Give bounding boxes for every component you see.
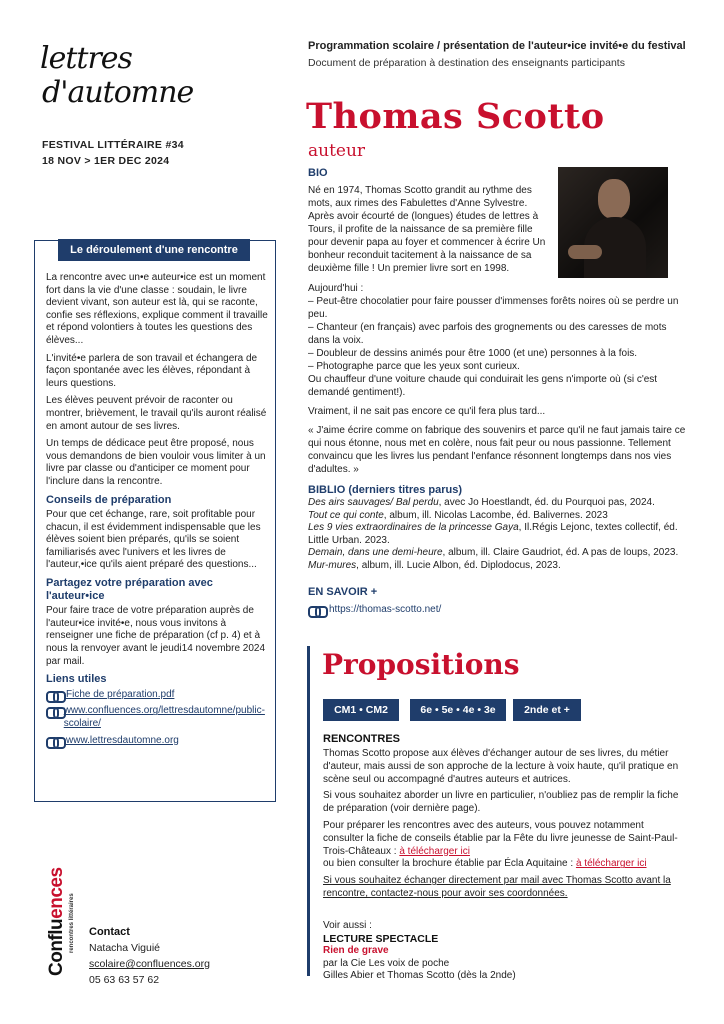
liens-heading: Liens utiles (46, 673, 107, 686)
level-badge-cm: CM1 • CM2 (323, 699, 399, 721)
rencontre-box-title: Le déroulement d'une rencontre (58, 239, 250, 261)
biblio-item (308, 510, 698, 523)
festival-edition: FESTIVAL LITTÉRAIRE #34 (42, 139, 184, 151)
conseils-intro: Pour préparer les rencontres avec des auteurs, vous pouvez notamment consulter la fiche de conseils établie par la Fête du livre jeunesse de Saint-Paul-Trois-Châteaux : (323, 819, 678, 857)
rencontres-paragraph (323, 820, 683, 871)
level-badge-college: 6e • 5e • 4e • 3e (410, 699, 506, 721)
lecture-spectacle-heading: LECTURE SPECTACLE (323, 932, 439, 945)
biblio-item (308, 497, 698, 510)
fiche-preparation-label[interactable]: Fiche de préparation.pdf (66, 688, 175, 700)
confluences-logo (42, 862, 75, 982)
today-line: Aujourd'hui : (308, 283, 364, 294)
logo-line-1: lettres (40, 41, 132, 76)
propositions-divider (307, 646, 310, 976)
biblio-item-details: , Il.Régis Lejonc, textes collectif, éd. Little Urban. 2023. (308, 522, 678, 546)
confluences-scolaire-label[interactable]: www.confluences.org/lettresdautomne/public-scolaire/ (63, 705, 265, 729)
contact-author-note: Si vous souhaitez échanger directement par mail avec Thomas Scotto avant la rencontre, contactez-nous pour avoir ses coordonnées. (323, 875, 671, 899)
rencontre-box-content (46, 272, 268, 751)
confluences-wordmark-accent: ences (46, 867, 67, 919)
biblio-item (308, 547, 698, 560)
bio-vraiment: Vraiment, il ne sait pas encore ce qu'il fera plus tard... (308, 406, 546, 417)
today-line: Ou chauffeur d'une voiture chaude qui conduirait les gens n'importe où (si c'est demandé gentiment!). (308, 374, 658, 398)
biblio-item-title: Les 9 vies extraordinaires de la princesse Gaya (308, 522, 519, 534)
box-paragraph: Un temps de dédicace peut être proposé, nous vous demandons de bien vouloir vous limiter à un livre par classe ou d'anticiper ce moment pour l'inclure dans la rencontre. (46, 438, 266, 487)
bio-heading: BIO (308, 167, 328, 179)
link-icon (308, 606, 324, 614)
spectacle-title: Rien de grave (323, 945, 389, 956)
author-website-url[interactable]: https://thomas-scotto.net/ (329, 604, 442, 615)
box-paragraph: La rencontre avec un•e auteur•ice est un moment fort dans la vie d'une classe : soudain, le livre devient vivant, son auteur est là, qui se raconte, confie ses réflexions, explique comment il travaille et répond volontiers à toutes les questions des élèves... (46, 272, 268, 346)
bio-today (308, 282, 688, 476)
biblio-list (308, 497, 698, 573)
festival-info (42, 137, 184, 169)
brochure-intro: ou bien consulter la brochure établie par Écla Aquitaine : (323, 858, 576, 870)
propositions-heading: Propositions (322, 648, 520, 681)
box-paragraph: Les élèves peuvent prévoir de raconter ou montrer, brièvement, le travail qu'ils auront réalisé en amont autour de ses livres. (46, 395, 267, 432)
contact-name: Natacha Viguié (89, 942, 161, 954)
today-line: – Chanteur (en français) avec parfois des grognements ou des caresses de mots dans la voix. (308, 322, 667, 346)
bio-quote: « J'aime écrire comme on fabrique des souvenirs et parce qu'il ne faut jamais taire ce qui nous étonne, nous met en colère, nous fait peur ou nous passionne. Tellement convaincu que les livres lus pendant l'enfance résonnent longtemps dans nos vies d'adultes. » (308, 425, 686, 475)
confluences-scolaire-link[interactable] (46, 705, 268, 730)
document-title: Programmation scolaire / présentation de l'auteur•ice invité•e du festival (308, 40, 686, 52)
today-line: – Photographe parce que les yeux sont curieux. (308, 361, 520, 372)
link-icon (46, 737, 62, 745)
author-name: Thomas Scotto (306, 96, 605, 137)
festival-dates: 18 NOV > 1ER DEC 2024 (42, 155, 170, 167)
rencontres-paragraph: Si vous souhaitez aborder un livre en particulier, n'oubliez pas de remplir la fiche de préparation (voir dernière page). (323, 790, 679, 815)
download-link-conseils[interactable]: à télécharger ici (399, 845, 470, 857)
biblio-item (308, 522, 698, 547)
spectacle-authors: Gilles Abier et Thomas Scotto (dès la 2nde) (323, 970, 516, 981)
rencontres-heading: RENCONTRES (323, 733, 401, 745)
link-icon (46, 707, 60, 715)
confluences-wordmark-part: Conflu (46, 918, 67, 976)
spectacle-company: par la Cie Les voix de poche (323, 957, 450, 969)
biblio-item-details: , avec Jo Hoestlandt, éd. du Pourquoi pas, 2024. (438, 497, 655, 508)
confluences-wordmark (46, 858, 68, 976)
today-line: – Doubleur de dessins animés pour être 1000 (et une) personnes à la fois. (308, 348, 638, 359)
voir-aussi (323, 920, 683, 983)
fiche-preparation-link[interactable] (46, 689, 268, 702)
biblio-heading: BIBLIO (derniers titres parus) (308, 484, 463, 496)
biblio-item-title: Mur-mures (308, 559, 357, 571)
bio-text: Né en 1974, Thomas Scotto grandit au rythme des mots, aux rimes des Fabulettes d'Anne Sylvestre. Après avoir écourté de (longues) études de lettres à Tours, il profite de la naissance de sa première fille pour devenir papa au foyer et commencer à écrire Un bonheur reconduit tacitement à la naissance de sa deuxième fille ! Un premier livre sort en 1998. (308, 185, 546, 274)
contact-block (89, 924, 210, 988)
biblio-item-details: , album, ill. Nicolas Lacombe, éd. Balivernes. 2023 (383, 509, 608, 521)
box-paragraph: L'invité•e parlera de son travail et échangera de façon spontanée avec les élèves, répondant à leurs questions. (46, 352, 258, 389)
link-icon (46, 691, 62, 699)
lettresdautomne-label[interactable]: www.lettresdautomne.org (66, 734, 179, 746)
document-subtitle: Document de préparation à destination des enseignants participants (308, 57, 625, 69)
rencontres-text (323, 748, 683, 905)
lettresdautomne-link[interactable] (46, 735, 268, 748)
lettres-dautomne-logo (40, 42, 193, 110)
biblio-item (308, 560, 698, 573)
confluences-tagline: rencontres littéraires (69, 893, 75, 953)
level-badge-lycee: 2nde et + (513, 699, 581, 721)
rencontres-paragraph: Thomas Scotto propose aux élèves d'échanger autour de ses livres, du métier d'auteur, mais aussi de son approche de la lecture à voix haute, qu'il pratique en scène seul ou accompagné d'autres auteurs et autrices. (323, 748, 679, 785)
author-photo (558, 167, 668, 278)
biblio-item-details: , album, ill. Claire Gaudriot, éd. A pas de loups, 2023. (442, 547, 679, 559)
en-savoir-heading: EN SAVOIR + (308, 586, 378, 598)
biblio-item-details: , album, ill. Lucie Albon, éd. Diplodocus, 2023. (356, 559, 561, 571)
partagez-heading: Partagez votre préparation avec l'auteur•ice (46, 577, 213, 602)
download-link-brochure[interactable]: à télécharger ici (575, 858, 647, 870)
author-website-link[interactable] (308, 604, 441, 615)
conseils-heading: Conseils de préparation (46, 493, 172, 506)
photo-head (598, 179, 630, 219)
biblio-item-title: Demain, dans une demi-heure (308, 547, 443, 559)
voir-aussi-label: Voir aussi : (323, 920, 372, 931)
partagez-text: Pour faire trace de votre préparation auprès de l'auteur•ice invité•e, nous vous invitons à renseigner une fiche de préparation (cf p. 4) et à nous la renvoyer avant le jeudi14 novembre 2024 par mail. (46, 605, 266, 667)
biblio-item-title: Tout ce qui conte (308, 509, 384, 521)
photo-hand (568, 245, 602, 259)
author-role: auteur (308, 141, 366, 161)
contact-email[interactable]: scolaire@confluences.org (89, 958, 210, 970)
conseils-text: Pour que cet échange, rare, soit profitable pour chacun, il est évidemment indispensable que les élèves soient bien préparés, qu'ils se soient familiarisés avec l'univers et les livres de l'auteur,•ice qu'ils aient préparé des questions... (46, 509, 261, 571)
contact-heading: Contact (89, 926, 130, 938)
logo-line-2: d'automne (42, 75, 194, 110)
today-line: – Peut-être chocolatier pour faire pousser d'immenses forêts noires où se perdre un peu. (308, 296, 679, 320)
contact-phone: 05 63 63 57 62 (89, 974, 160, 986)
biblio-item-title: Des airs sauvages/ Bal perdu (308, 497, 439, 508)
